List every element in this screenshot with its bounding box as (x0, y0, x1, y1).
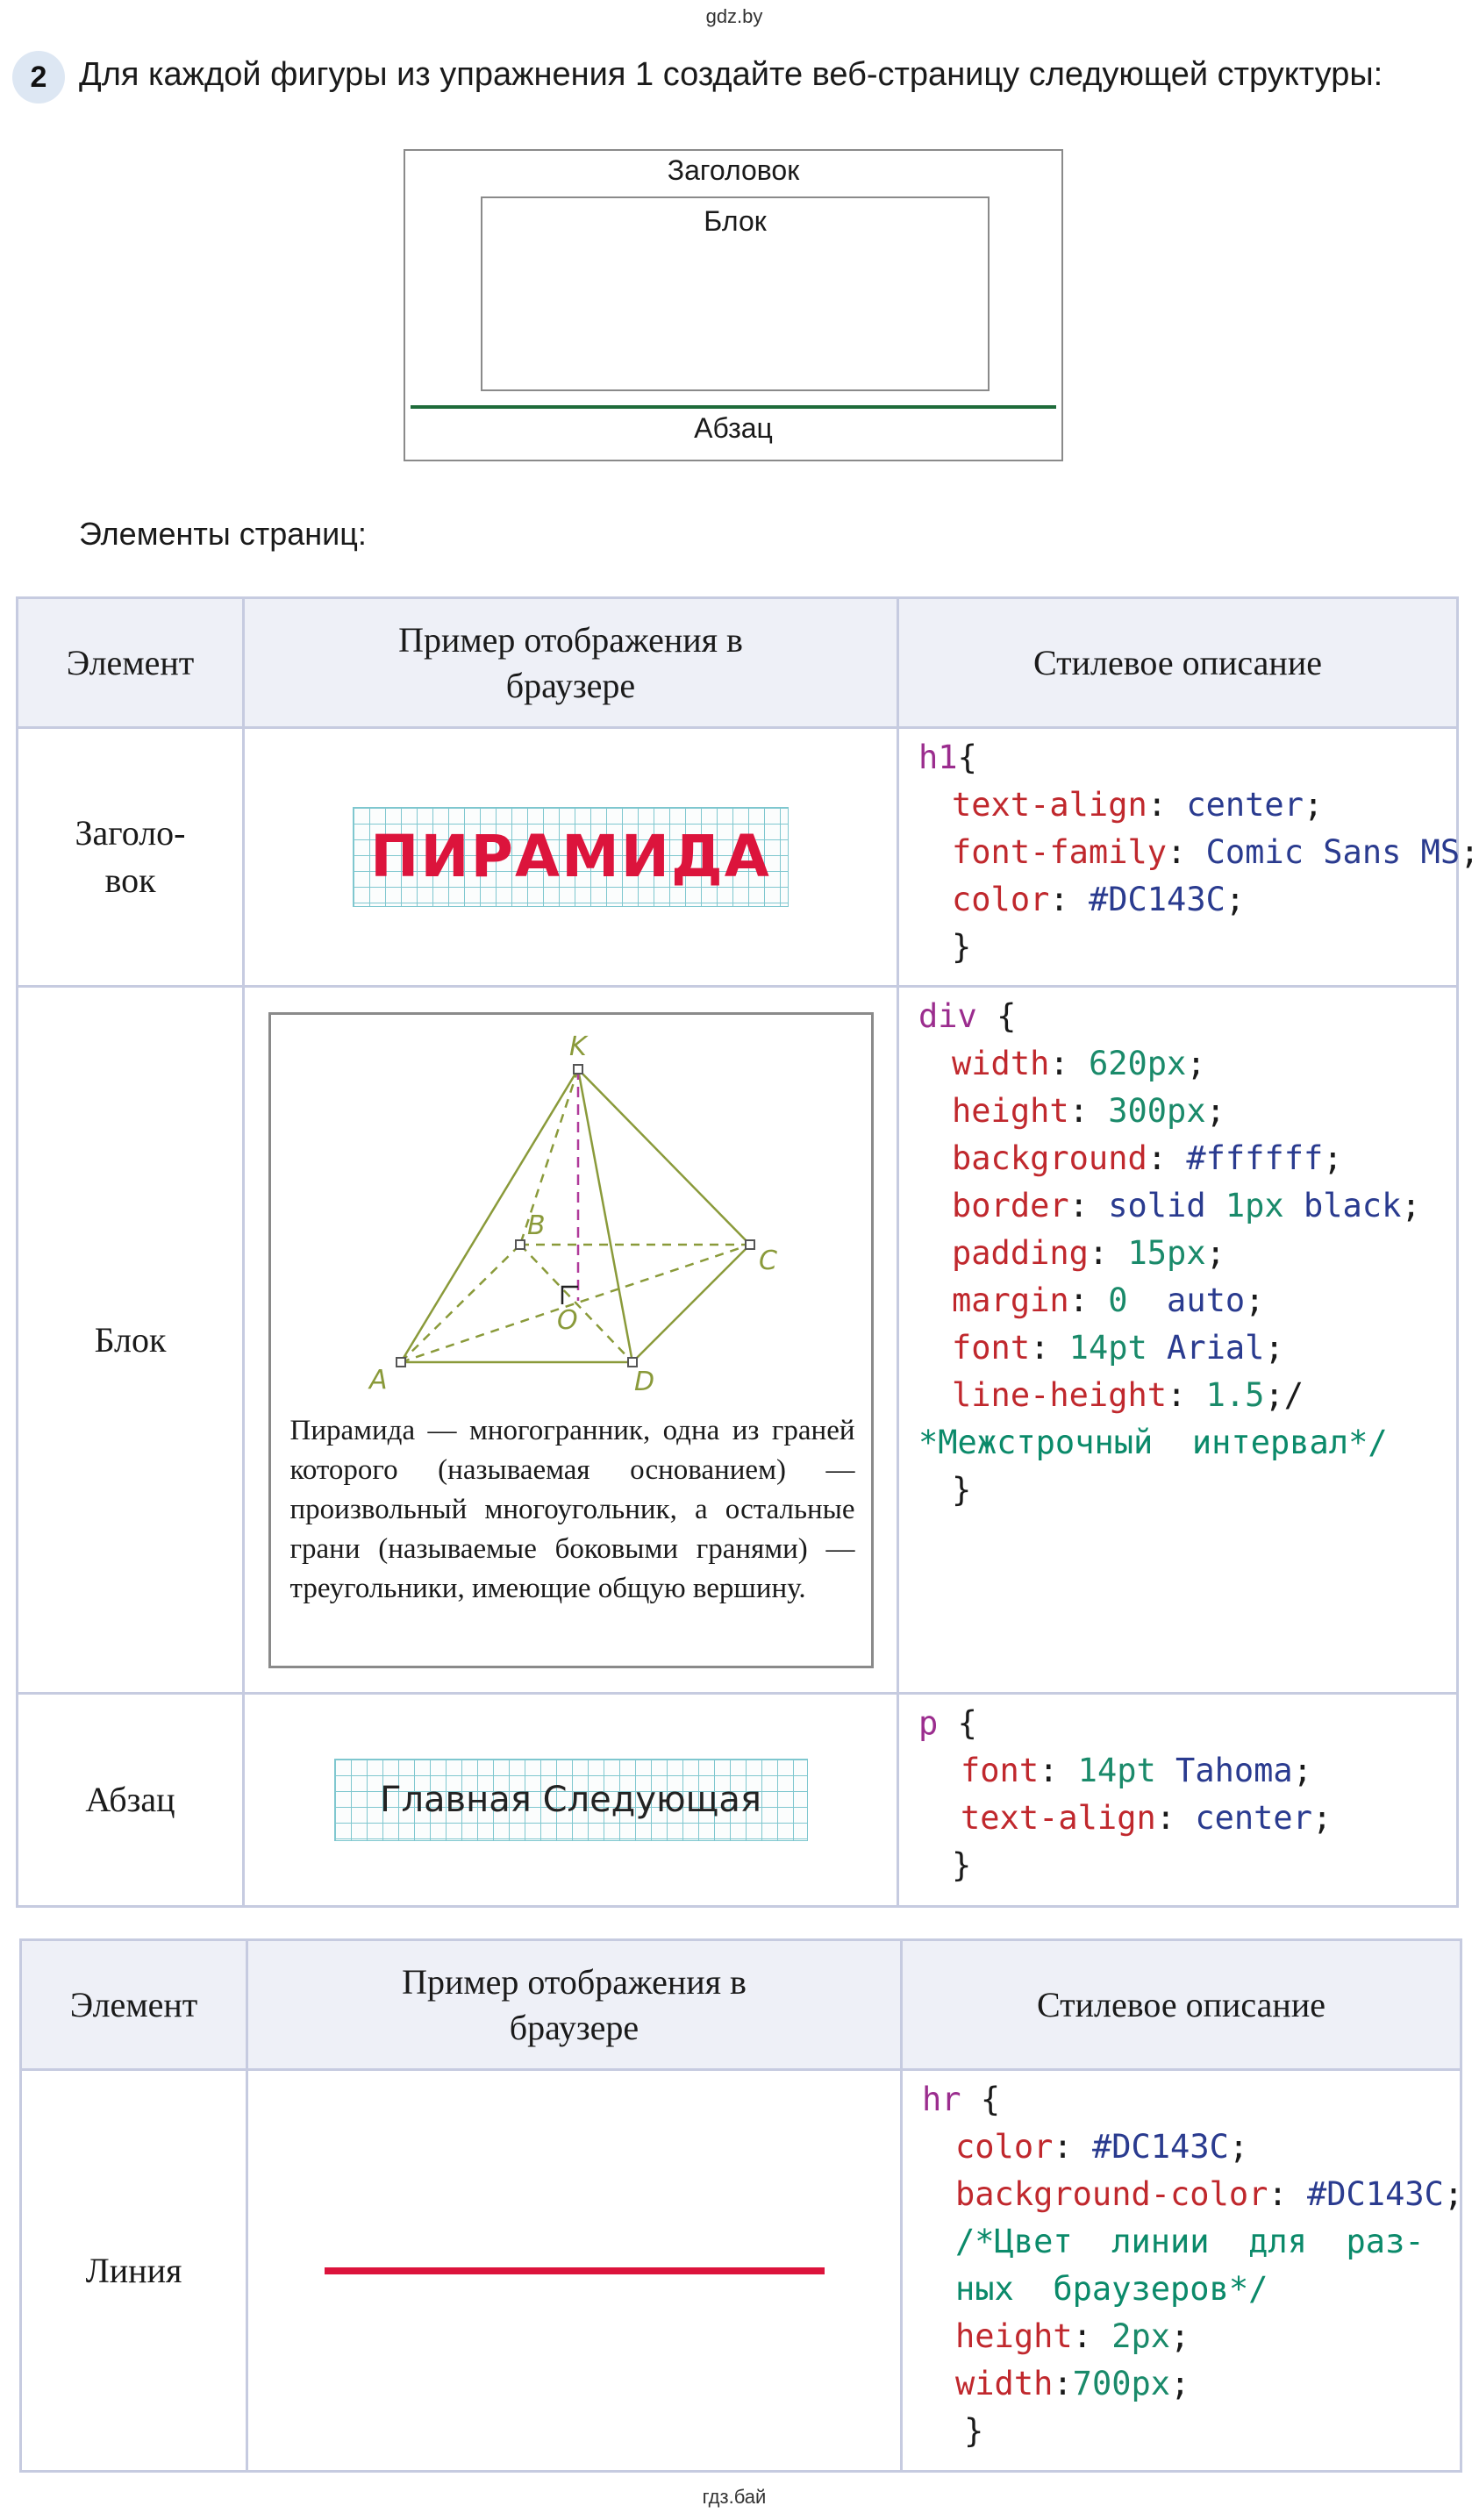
vertex-k-marker (574, 1065, 582, 1074)
edge-kd (578, 1069, 632, 1362)
header-element-2: Элемент (21, 1940, 247, 2070)
pyramid-figure (271, 1015, 871, 1401)
example-heading (244, 728, 898, 987)
pyramid-definition: Пирамида — многогранник, одна из граней которого (называемая основанием) — произвольный многоугольник, а остальные грани (называемые боковыми гранями) — треугольники, имеющие общую вершину. (289, 1414, 855, 1604)
table-row-line (21, 2070, 1461, 2472)
diagram-block-label: Блок (704, 205, 767, 237)
label-k: K (568, 1031, 587, 1062)
edge-kc (578, 1069, 750, 1245)
label-c: C (758, 1245, 777, 1276)
table-header-row-2 (21, 1940, 1461, 2070)
vertex-a-marker (397, 1358, 405, 1367)
example-block (244, 987, 898, 1694)
structure-diagram (404, 149, 1063, 461)
table-row-block (18, 987, 1458, 1694)
element-name-block: Блок (18, 987, 244, 1694)
header-element: Элемент (18, 598, 244, 728)
label-a: A (368, 1364, 388, 1396)
diagram-paragraph-label: Абзац (694, 412, 773, 444)
example-red-line (325, 2267, 825, 2274)
label-o: O (556, 1304, 578, 1336)
code-div: div { width: 620px; height: 300px; background: #ffffff; border: solid 1px black; padding: 15px; margin: 0 auto; font: 14pt Arial; line-height: 1.5;/ *Межстрочный интервал*/ } (898, 987, 1458, 1694)
diagram-heading-label: Заголовок (667, 154, 800, 186)
block-preview (268, 1012, 874, 1668)
header-example: Пример отображения в браузере (244, 598, 898, 728)
example-paragraph (244, 1694, 898, 1907)
element-name-heading: Заголо-вок (18, 728, 244, 987)
header-style-2: Стилевое описание (902, 1940, 1461, 2070)
header-example-2: Пример отображения в браузере (247, 1940, 902, 2070)
element-name-line: Линия (21, 2070, 247, 2472)
table-row-heading (18, 728, 1458, 987)
site-watermark-bottom: гдз.бай (702, 2486, 767, 2508)
table-header-row (18, 598, 1458, 728)
table-row-paragraph (18, 1694, 1458, 1907)
label-d: D (633, 1366, 654, 1397)
code-h1: h1{ text-align: center; font-family: Comic Sans MS; color: #DC143C; } (898, 728, 1458, 987)
element-name-paragraph: Абзац (18, 1694, 244, 1907)
example-paragraph-text: Главная Следующая (380, 1780, 761, 1820)
vertex-c-marker (746, 1240, 754, 1249)
edge-dc (632, 1245, 750, 1362)
diagram-horizontal-rule (411, 405, 1056, 409)
diagram-block (481, 196, 990, 391)
vertex-b-marker (516, 1240, 525, 1249)
header-style: Стилевое описание (898, 598, 1458, 728)
vertex-d-marker (628, 1358, 637, 1367)
grid-preview (353, 807, 789, 907)
diagonal-bd (520, 1245, 632, 1362)
elements-table-2 (19, 1938, 1462, 2473)
code-p: p { font: 14pt Tahoma; text-align: center; } (898, 1694, 1458, 1907)
example-line (247, 2070, 902, 2472)
edge-ka (401, 1069, 578, 1362)
grid-preview-nav (334, 1759, 808, 1841)
elements-table-1 (16, 596, 1479, 1908)
task-number-badge: 2 (12, 51, 65, 104)
code-hr: hr { color: #DC143C; background-color: #DC143C; /*Цвет линии для раз- ных браузеров*/ height: 2px; width:700px; } (902, 2070, 1461, 2472)
site-watermark-top: gdz.by (705, 5, 763, 27)
label-b: B (526, 1210, 546, 1241)
example-heading-text: ПИРАМИДА (370, 823, 771, 890)
elements-label: Элементы страниц: (79, 516, 367, 552)
task-text: Для каждой фигуры из упражнения 1 создайте веб-страницу следующей структуры: (79, 56, 1383, 93)
